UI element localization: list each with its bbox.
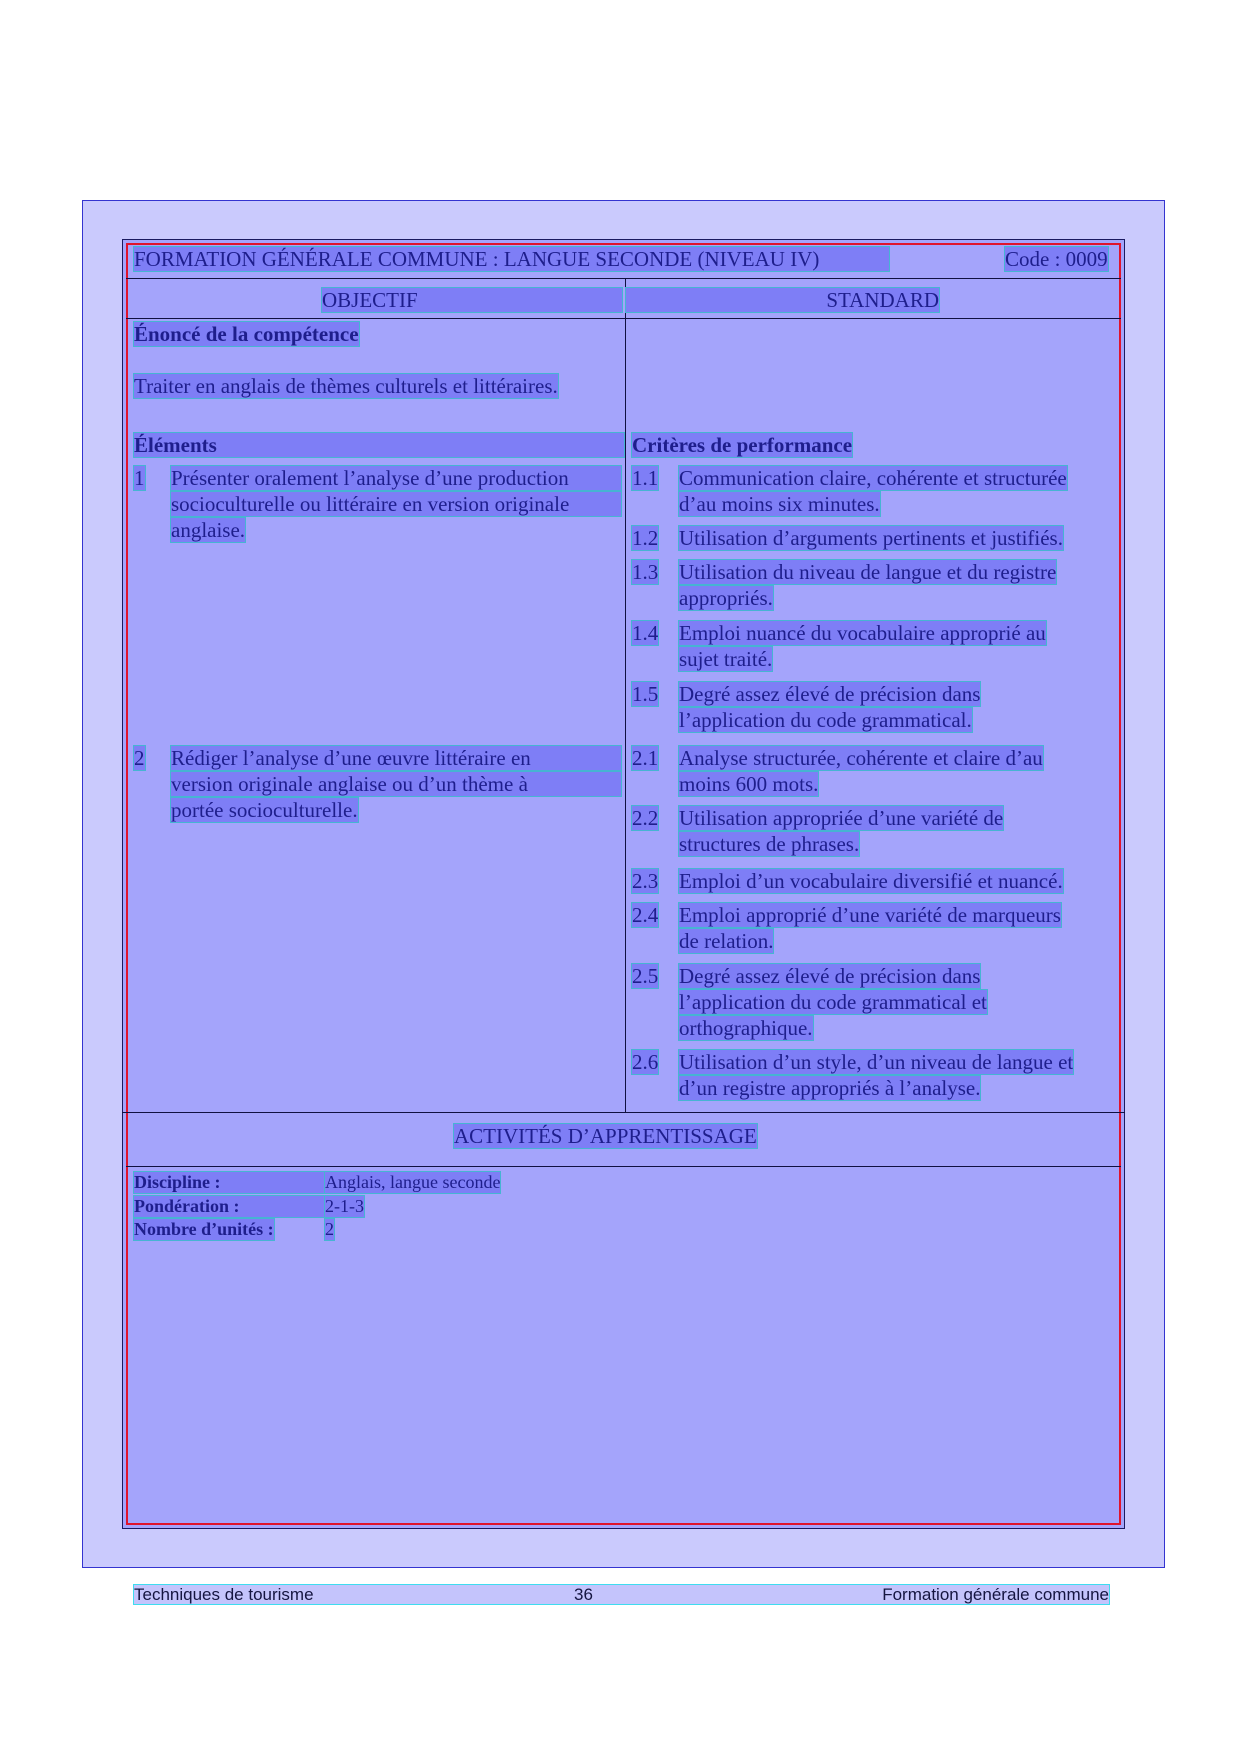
- criterion-number: 2.3: [632, 869, 659, 893]
- ponderation-label: Pondération :: [134, 1196, 324, 1217]
- criterion-number: 1.3: [632, 560, 659, 584]
- criterion-line: d’au moins six minutes.: [679, 492, 880, 516]
- element-line: version originale anglaise ou d’un thème à: [171, 772, 621, 796]
- criteria-heading: Critères de performance: [632, 433, 853, 457]
- criterion-line: Emploi nuancé du vocabulaire approprié au: [679, 621, 1046, 645]
- ponderation-value: 2-1-3: [325, 1196, 364, 1216]
- footer-section: Formation générale commune: [882, 1585, 1109, 1604]
- criterion-line: Utilisation appropriée d’une variété de: [679, 806, 1004, 830]
- element-line: portée socioculturelle.: [171, 798, 358, 822]
- footer-program: Techniques de tourisme: [134, 1585, 314, 1604]
- criterion-number: 1.1: [632, 466, 659, 490]
- criterion-line: l’application du code grammatical et: [679, 990, 987, 1014]
- discipline-label: Discipline :: [134, 1172, 324, 1193]
- criterion-line: Utilisation d’un style, d’un niveau de langue et: [679, 1050, 1074, 1074]
- criterion-line: Utilisation du niveau de langue et du registre: [679, 560, 1057, 584]
- criterion-number: 2.1: [632, 746, 659, 770]
- criterion-number: 2.2: [632, 806, 659, 830]
- criterion-line: moins 600 mots.: [679, 772, 819, 796]
- page-number: 36: [574, 1585, 593, 1604]
- element-line: Rédiger l’analyse d’une œuvre littéraire en: [171, 746, 621, 770]
- discipline-value: Anglais, langue seconde: [325, 1172, 501, 1192]
- course-code: Code : 0009: [1005, 247, 1108, 271]
- criterion-line: Communication claire, cohérente et structurée: [679, 466, 1067, 490]
- criterion-number: 2.6: [632, 1050, 659, 1074]
- standard-heading: STANDARD: [626, 288, 939, 312]
- criterion-number: 1.4: [632, 621, 659, 645]
- criterion-number: 1.5: [632, 682, 659, 706]
- elements-heading: Éléments: [134, 433, 624, 457]
- competence-text: Traiter en anglais de thèmes culturels et littéraires.: [134, 374, 558, 398]
- criterion-line: sujet traité.: [679, 647, 773, 671]
- page-footer: [134, 1585, 1109, 1604]
- criterion-line: Emploi d’un vocabulaire diversifié et nuancé.: [679, 869, 1063, 893]
- objectif-heading: OBJECTIF: [322, 288, 622, 312]
- activities-bottom-rule: [126, 1166, 1121, 1167]
- element-line: Présenter oralement l’analyse d’une production: [171, 466, 621, 490]
- column-divider: [625, 278, 626, 1112]
- element-number: 1: [134, 466, 145, 490]
- criterion-line: d’un registre appropriés à l’analyse.: [679, 1076, 981, 1100]
- units-label: Nombre d’unités :: [134, 1219, 274, 1239]
- criterion-number: 1.2: [632, 526, 659, 550]
- criterion-line: appropriés.: [679, 586, 773, 610]
- criterion-number: 2.4: [632, 903, 659, 927]
- header-rule: [126, 278, 1121, 279]
- element-number: 2: [134, 746, 145, 770]
- criterion-line: Degré assez élevé de précision dans: [679, 964, 981, 988]
- competence-heading: Énoncé de la compétence: [134, 322, 359, 346]
- criterion-line: structures de phrases.: [679, 832, 860, 856]
- element-line: anglaise.: [171, 518, 246, 542]
- activities-heading: ACTIVITÉS D’APPRENTISSAGE: [454, 1124, 757, 1148]
- criterion-line: Degré assez élevé de précision dans: [679, 682, 981, 706]
- columns-rule: [126, 318, 1121, 319]
- criterion-number: 2.5: [632, 964, 659, 988]
- criterion-line: Utilisation d’arguments pertinents et justifiés.: [679, 526, 1063, 550]
- criterion-line: de relation.: [679, 929, 774, 953]
- criterion-line: orthographique.: [679, 1016, 813, 1040]
- activities-top-rule: [122, 1112, 1125, 1113]
- units-value: 2: [325, 1219, 334, 1239]
- criterion-line: Emploi approprié d’une variété de marqueurs: [679, 903, 1061, 927]
- document-title: FORMATION GÉNÉRALE COMMUNE : LANGUE SECONDE (NIVEAU IV): [134, 247, 889, 271]
- criterion-line: l’application du code grammatical.: [679, 708, 972, 732]
- criterion-line: Analyse structurée, cohérente et claire d’au: [679, 746, 1043, 770]
- element-line: socioculturelle ou littéraire en version originale: [171, 492, 621, 516]
